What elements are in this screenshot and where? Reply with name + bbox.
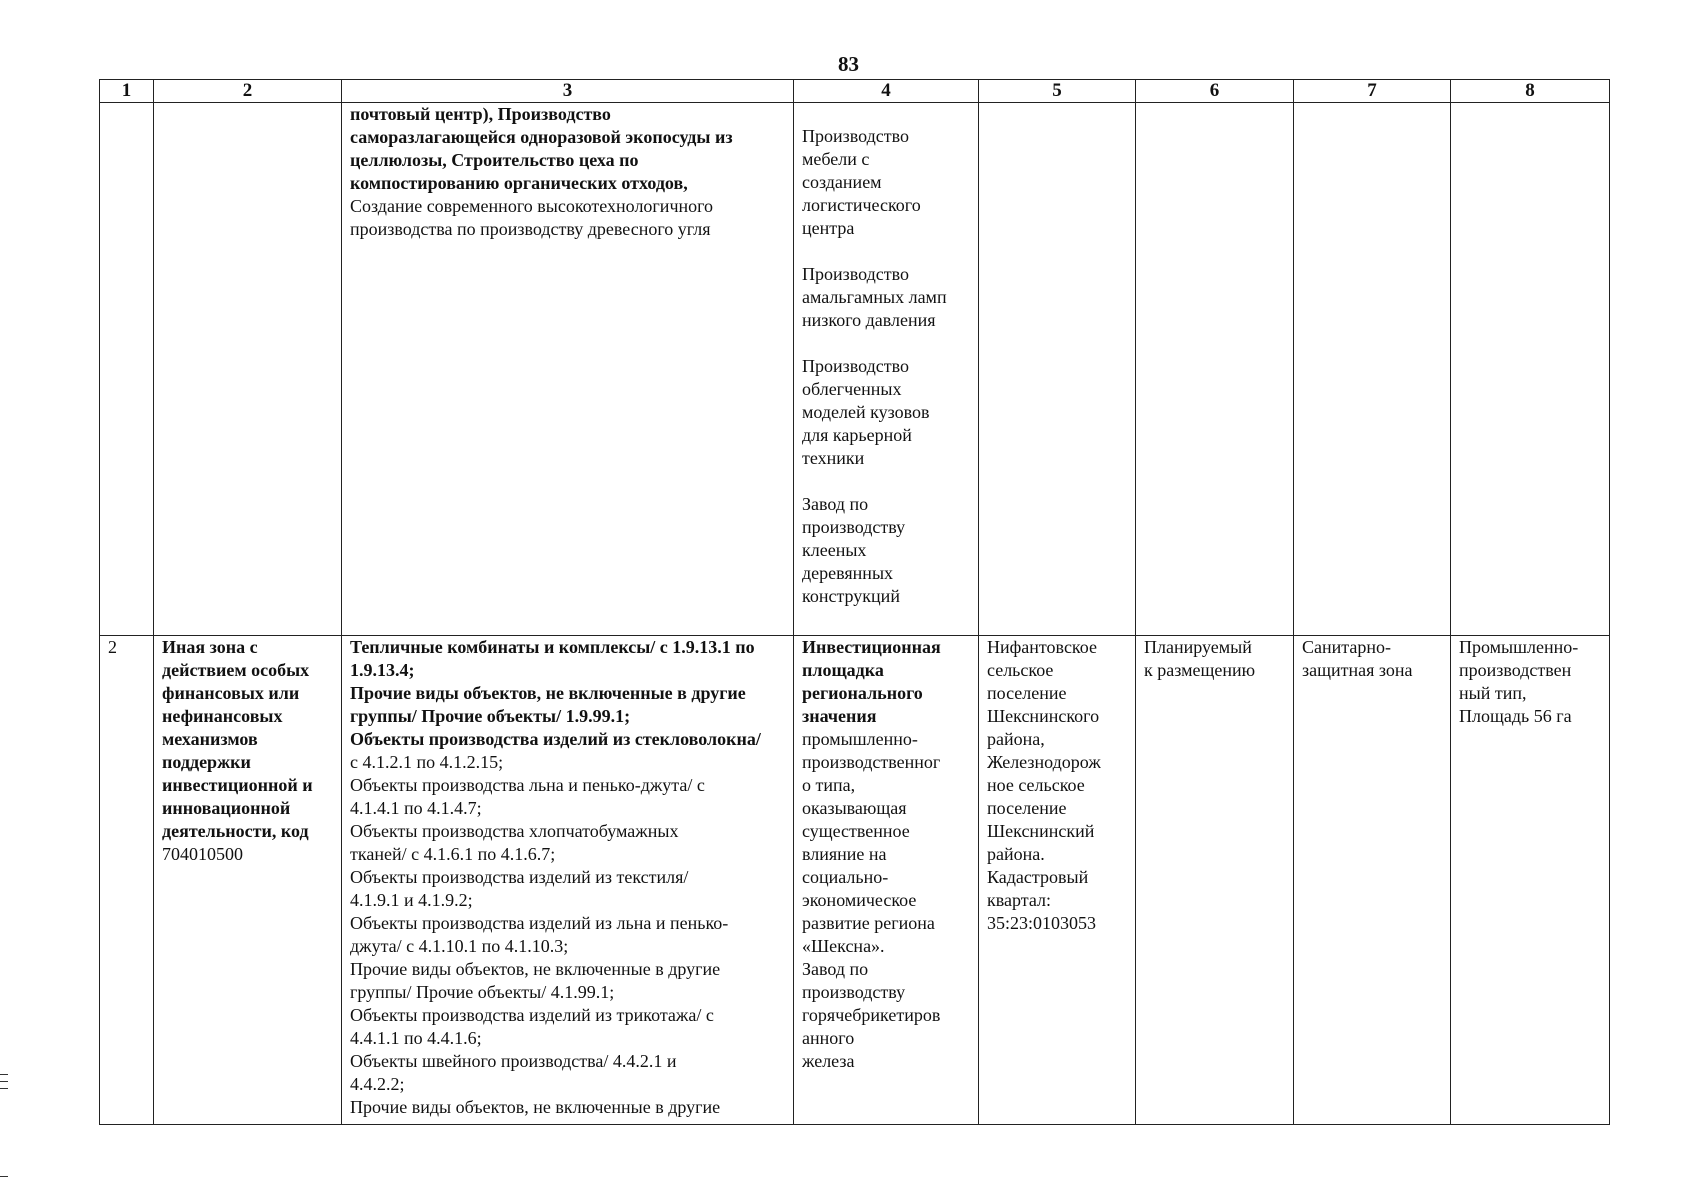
text-line: Объекты производства хлопчатобумажных — [350, 821, 679, 841]
margin-mark — [0, 1081, 8, 1082]
text-line: Объекты производства изделий из трикотажа/ с — [350, 1005, 714, 1025]
text-line: поселение — [987, 798, 1067, 818]
text-line: мебели с — [802, 149, 870, 169]
column-header-4: 4 — [794, 80, 979, 103]
text-line: компостированию органических отходов, — [350, 173, 688, 193]
margin-mark — [0, 1074, 8, 1075]
text-line: влияние на — [802, 844, 887, 864]
text-line: Прочие виды объектов, не включенные в другие — [350, 683, 746, 703]
text-line: «Шексна». — [802, 936, 885, 956]
text-line: железа — [802, 1051, 855, 1071]
text-line: техники — [802, 448, 865, 468]
text-line: саморазлагающейся одноразовой экопосуды из — [350, 127, 733, 147]
row2-zone-name-cell — [154, 636, 342, 1125]
text-line: для карьерной — [802, 425, 912, 445]
margin-mark — [0, 1088, 8, 1089]
text-line: социально- — [802, 867, 889, 887]
text-line: Прочие виды объектов, не включенные в другие — [350, 1097, 721, 1117]
header-row — [100, 80, 1610, 103]
text-line: ное сельское — [987, 775, 1085, 795]
text-line: Производство — [802, 126, 909, 146]
text-line: финансовых или — [162, 683, 300, 703]
text-line: к размещению — [1144, 660, 1256, 680]
text-line: производству — [802, 517, 906, 537]
text-line: центра — [802, 218, 855, 238]
text-line: инновационной — [162, 798, 291, 818]
text-line: нефинансовых — [162, 706, 283, 726]
parameters-text — [1459, 636, 1601, 728]
text-line: Шекснинский — [987, 821, 1095, 841]
text-line: Производство — [802, 264, 909, 284]
text-line: Шекснинского — [987, 706, 1100, 726]
text-line: Кадастровый — [987, 867, 1089, 887]
text-line: низкого давления — [802, 310, 936, 330]
text-line: района. — [987, 844, 1045, 864]
table-row — [100, 636, 1610, 1125]
text-line: поддержки — [162, 752, 251, 772]
column-header-2: 2 — [154, 80, 342, 103]
document-table — [99, 79, 1610, 1125]
text-line: Планируемый — [1144, 637, 1252, 657]
text-line: 4.4.1.1 по 4.4.1.6; — [350, 1028, 482, 1048]
text-line: Площадь 56 га — [1459, 706, 1572, 726]
text-line: амальгамных ламп — [802, 287, 947, 307]
text-line: промышленно- — [802, 729, 918, 749]
text-line: группы/ Прочие объекты/ 1.9.99.1; — [350, 706, 631, 726]
text-line: Промышленно- — [1459, 637, 1579, 657]
row2-location-cell — [979, 636, 1136, 1125]
column-header-3: 3 — [342, 80, 794, 103]
row1-col2-cell — [154, 103, 342, 636]
text-line: джута/ с 4.1.10.1 по 4.1.10.3; — [350, 936, 569, 956]
text-line: группы/ Прочие объекты/ 4.1.99.1; — [350, 982, 615, 1002]
text-line: почтовый центр), Производство — [350, 104, 611, 124]
row2-zone-type-cell — [1294, 636, 1451, 1125]
text-line: деревянных — [802, 563, 894, 583]
text-line: квартал: — [987, 890, 1051, 910]
row1-col1-cell — [100, 103, 154, 636]
text-line: производства по производству древесного угля — [350, 219, 711, 239]
page-number: 83 — [838, 52, 859, 76]
text-line: производственног — [802, 752, 941, 772]
text-line: 704010500 — [162, 844, 243, 864]
text-line: облегченных — [802, 379, 902, 399]
site-description-text — [802, 636, 970, 1073]
text-line: значения — [802, 706, 877, 726]
text-line: логистического — [802, 195, 921, 215]
text-line: Завод по — [802, 959, 869, 979]
text-line: анного — [802, 1028, 855, 1048]
text-line: района, — [987, 729, 1045, 749]
text-line: 4.1.9.1 и 4.1.9.2; — [350, 890, 473, 910]
text-line: целлюлозы, Строительство цеха по — [350, 150, 639, 170]
column-header-1: 1 — [100, 80, 154, 103]
text-line: Объекты швейного производства/ 4.4.2.1 и — [350, 1051, 677, 1071]
text-line: Железнодорож — [987, 752, 1101, 772]
text-line: Объекты производства льна и пенько-джута/ с — [350, 775, 705, 795]
paragraph — [802, 125, 970, 240]
text-line: производству — [802, 982, 906, 1002]
row2-site-cell — [794, 636, 979, 1125]
text-line: горячебрикетиров — [802, 1005, 941, 1025]
text-line: Объекты производства изделий из текстиля/ — [350, 867, 689, 887]
column-header-7: 7 — [1294, 80, 1451, 103]
zone-name-text — [162, 636, 333, 866]
row1-col3-cell — [342, 103, 794, 636]
margin-mark — [0, 1176, 8, 1177]
text-line: регионального — [802, 683, 923, 703]
text-line: конструкций — [802, 586, 900, 606]
text-line: Создание современного высокотехнологичного — [350, 196, 714, 216]
text-line: сельское — [987, 660, 1054, 680]
row1-col4-text — [802, 125, 970, 608]
text-line: площадка — [802, 660, 884, 680]
text-line: Прочие виды объектов, не включенные в другие — [350, 959, 721, 979]
row1-col6-cell — [1136, 103, 1294, 636]
text-line: созданием — [802, 172, 882, 192]
text-line: Объекты производства изделий из стекловолокна/ — [350, 729, 761, 749]
row1-col7-cell — [1294, 103, 1451, 636]
location-text — [987, 636, 1127, 935]
text-line: Объекты производства изделий из льна и пенько- — [350, 913, 729, 933]
text-line: Тепличные комбинаты и комплексы/ с 1.9.13.1 по — [350, 637, 755, 657]
text-line: 1.9.13.4; — [350, 660, 415, 680]
text-line: Санитарно- — [1302, 637, 1391, 657]
text-line: клееных — [802, 540, 867, 560]
text-line: механизмов — [162, 729, 258, 749]
text-line: 4.1.4.1 по 4.1.4.7; — [350, 798, 482, 818]
text-line: инвестиционной и — [162, 775, 313, 795]
text-line: действием особых — [162, 660, 310, 680]
text-line: поселение — [987, 683, 1067, 703]
row2-number-cell: 2 — [100, 636, 154, 1125]
paragraph — [802, 263, 970, 332]
row2-objects-cell — [342, 636, 794, 1125]
text-line: Производство — [802, 356, 909, 376]
text-line: развитие региона — [802, 913, 935, 933]
text-line: о типа, — [802, 775, 856, 795]
text-line: 4.4.2.2; — [350, 1074, 405, 1094]
text-line: деятельности, код — [162, 821, 309, 841]
row1-col5-cell — [979, 103, 1136, 636]
text-line: моделей кузовов — [802, 402, 930, 422]
row1-col8-cell — [1451, 103, 1610, 636]
status-text — [1144, 636, 1285, 682]
text-line: Завод по — [802, 494, 869, 514]
row1-col3-text — [350, 103, 785, 241]
text-line: защитная зона — [1302, 660, 1413, 680]
column-header-6: 6 — [1136, 80, 1294, 103]
paragraph — [802, 355, 970, 470]
text-line: ный тип, — [1459, 683, 1527, 703]
zone-type-text — [1302, 636, 1442, 682]
text-line: оказывающая — [802, 798, 907, 818]
text-line: тканей/ с 4.1.6.1 по 4.1.6.7; — [350, 844, 556, 864]
text-line: Нифантовское — [987, 637, 1097, 657]
text-line: экономическое — [802, 890, 917, 910]
text-line: Иная зона с — [162, 637, 258, 657]
text-line: с 4.1.2.1 по 4.1.2.15; — [350, 752, 504, 772]
text-line: 35:23:0103053 — [987, 913, 1097, 933]
row2-parameters-cell — [1451, 636, 1610, 1125]
paragraph — [802, 493, 970, 608]
column-header-8: 8 — [1451, 80, 1610, 103]
table-row — [100, 103, 1610, 636]
objects-list-text — [350, 636, 785, 1119]
text-line: Инвестиционная — [802, 637, 941, 657]
row1-col4-cell — [794, 103, 979, 636]
text-line: существенное — [802, 821, 910, 841]
row2-status-cell — [1136, 636, 1294, 1125]
column-header-5: 5 — [979, 80, 1136, 103]
text-line: производствен — [1459, 660, 1572, 680]
